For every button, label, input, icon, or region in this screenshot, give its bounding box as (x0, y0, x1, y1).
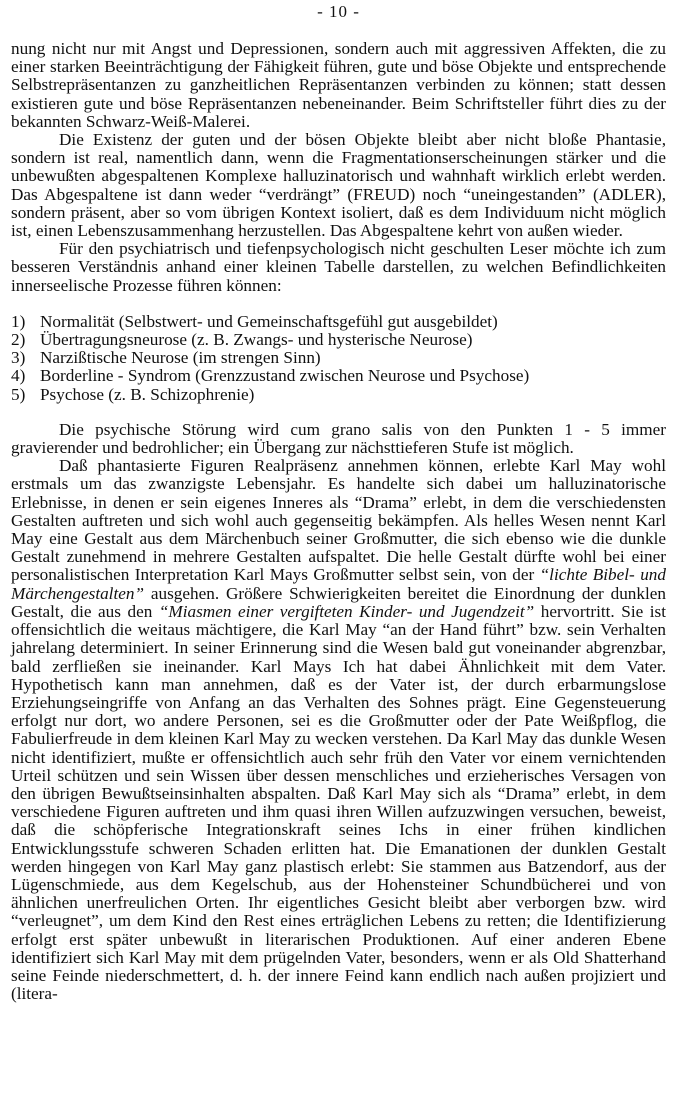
list-item (11, 313, 666, 331)
paragraph-5 (11, 457, 666, 1003)
list-item (11, 331, 666, 349)
list-item (11, 349, 666, 367)
list-item-number: 1) (11, 311, 26, 331)
paragraph-1: nung nicht nur mit Angst und Depressionen, sondern auch mit aggressiven Affekten, die zu einer starken Beeinträchtigung der Fähigkeit führen, gute und böse Objekte und entsprechende Selbstrepräsentanzen zu ganzheitlichen Repräsentanzen verbinden zu können; statt dessen existieren gute und böse Repräsentanzen nebeneinander. Beim Schriftsteller führt dies zu der bekannten Schwarz-Weiß-Malerei. (11, 39, 666, 131)
paragraph-4: Die psychische Störung wird cum grano salis von den Punkten 1 - 5 immer gravierender und bedrohlicher; ein Übergang zur nächsttieferen Stufe ist möglich. (11, 419, 666, 458)
paragraph-5-text-b: ausgehen. Größere Schwierigkeiten bereitet die Einordnung der dunklen Gestalt, die aus den (11, 583, 666, 621)
paragraph-2: Die Existenz der guten und der bösen Objekte bleibt aber nicht bloße Phantasie, sondern ist real, namentlich dann, wenn die Fragmentationserscheinungen stärker und die unbewußten abgespaltenen Komplexe halluzinatorisch und wahnhaft wirklich erlebt werden. Das Abgespaltene ist dann weder “verdrängt” (FREUD) noch “uneingestanden” (ADLER), sondern präsent, aber so vom übrigen Kontext isoliert, daß es dem Individuum nicht möglich ist, einen Lebenszusammenhang herzustellen. Das Abgespaltene kehrt von außen wieder. (11, 130, 666, 241)
list-item-text: Psychose (z. B. Schizophrenie) (40, 384, 255, 404)
paragraph-5-text-c: hervortritt. Sie ist offensichtlich die weitaus mächtigere, die Karl May “an der Hand führt” bzw. sein Verhalten jahrelang determiniert. In seiner Erinnerung sind die Wesen bald gut voneinander abgrenzbar, bald zerfließen sie ineinander. Karl Mays Ich hat dabei Ähnlichkeit mit dem Vater. Hypothetisch kann man annehmen, daß es der Vater ist, der durch erbarmungslose Erziehungseingriffe von Anfang an das Verhalten des Sohnes prägt. Eine Gegensteuerung erfolgt nur dort, wo andere Personen, sei es die Großmutter oder der Pate Weißpflog, die Fabulierfreude in dem kleinen Karl May zu wecken verstehen. Da Karl May das dunkle Wesen nicht identifiziert, mußte er offensichtlich auch sehr früh den Vater vor einem vernichtenden Urteil schützen und sein Wissen über dessen menschliches und erzieherisches Versagen von den übrigen Bewußtseinsinhalten abspalten. Daß Karl May sich als “Drama” erlebt, in dem verschiedene Figuren auftreten und ihm quasi ihren Willen aufzuzwingen versuchen, beweist, daß die schöpferische Integrationskraft seines Ichs in einer frühen kindlichen Entwicklungsstufe schweren Schaden erlitten hat. Die Emanationen der dunklen Gestalt werden hingegen von Karl May ganz plastisch erlebt: Sie stammen aus Batzendorf, aus der Lügenschmiede, aus dem Kegelschub, aus der Hohensteiner Schundbücherei und von ähnlichen unerfreulichen Orten. Ihr eigentliches Gesicht bleibt aber verborgen bzw. wird “verleugnet”, um dem Kind den Rest eines erträglichen Lebens zu retten; die Identifizierung erfolgt erst später unbewußt in literarischen Produktionen. Auf einer anderen Ebene identifiziert sich Karl May mit dem prügelnden Vater, besonders, wenn er als Old Shatterhand seine Feinde niederschmettert, d. h. der innere Feind kann endlich nach außen projiziert und (litera- (11, 601, 666, 1004)
list-item-number: 3) (11, 348, 26, 368)
list-item (11, 386, 666, 404)
list-item-text: Übertragungsneurose (z. B. Zwangs- und hysterische Neurose) (40, 330, 473, 350)
paragraph-3: Für den psychiatrisch und tiefenpsychologisch nicht geschulten Leser möchte ich zum besseren Verständnis anhand einer kleinen Tabelle darstellen, zu welchen Befindlichkeiten innerseelische Prozesse führen können: (11, 239, 666, 295)
quote-miasmen: “Miasmen einer vergifteten Kinder- und Jugendzeit” (158, 601, 535, 621)
list-item-text: Normalität (Selbstwert- und Gemeinschaftsgefühl gut ausgebildet) (40, 311, 498, 331)
list-item (11, 367, 666, 385)
quote-bibel-maerchengestalten: “lichte Bibel- und Märchengestalten” (11, 565, 666, 603)
list-item-number: 5) (11, 384, 26, 404)
list-item-number: 2) (11, 330, 26, 350)
list-item-text: Narzißtische Neurose (im strengen Sinn) (40, 348, 321, 368)
list-item-number: 4) (11, 366, 26, 386)
list-item-text: Borderline - Syndrom (Grenzzustand zwischen Neurose und Psychose) (40, 366, 530, 386)
page-number: - 10 - (317, 2, 360, 21)
paragraph-5-text-a: Daß phantasierte Figuren Realpräsenz annehmen können, erlebte Karl May wohl erstmals um das zwanzigste Lebensjahr. Es handelte sich dabei um halluzinatorische Erlebnisse, in denen er sein eigenes Inneres als “Drama” erlebt, in dem die verschiedensten Gestalten auftreten und sich wohl auch gegenseitig bekämpfen. Als helles Wesen nennt Karl May eine Gestalt aus dem Märchenbuch seiner Großmutter, die sich ebenso wie die dunkle Gestalt zunehmend in mehrere Gestalten aufspaltet. Die helle Gestalt dürfte wohl bei einer personalistischen Interpretation Karl Mays Großmutter selbst sein, von der (11, 456, 666, 585)
condition-list (11, 313, 666, 404)
document-body (11, 40, 666, 1003)
